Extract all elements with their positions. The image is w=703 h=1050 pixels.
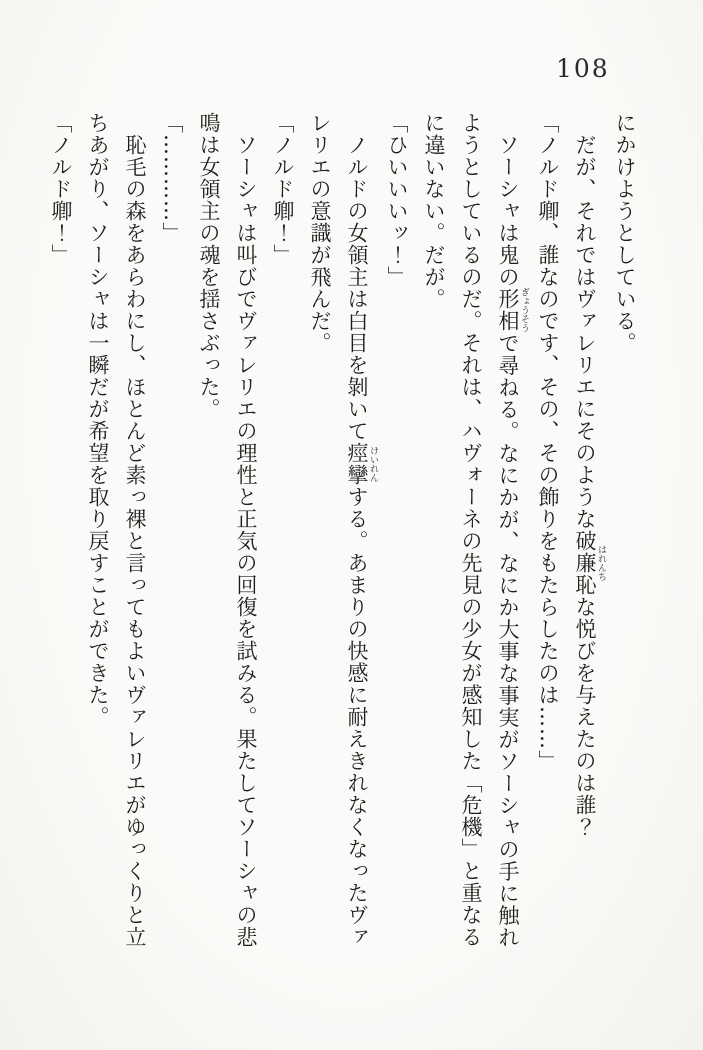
paragraph: 「ノルド卿！」 xyxy=(271,112,295,266)
paragraph: にかけようとしている。 xyxy=(613,112,637,354)
page-number: 108 xyxy=(556,54,610,83)
ruby-annotated-word: 破廉恥 はれんち xyxy=(573,530,606,596)
ruby-annotated-word: 形相 ぎょうそう xyxy=(496,287,529,333)
furigana: はれんち xyxy=(596,530,606,596)
ruby-annotated-word: 痙攣 けいれん xyxy=(345,442,378,486)
paragraph: 恥毛の森をあらわにし、ほとんど素っ裸と言ってもよいヴァレリエがゆっくりと立ちあがり、ソーシャは一瞬だが希望を取り戻すことができた。 xyxy=(86,112,147,948)
paragraph: ソーシャは鬼の形相 ぎょうそうで尋ねる。なにかが、なにか大事な事実がソーシャの手に触れようとしているのだ。それは、ハヴォーネの先見の少女が感知した「危機」と重なるに違いない。だが。 xyxy=(422,112,529,949)
furigana: ぎょうそう xyxy=(519,287,529,333)
paragraph: 「ひいいいッ！」 xyxy=(385,112,409,288)
furigana: けいれん xyxy=(368,442,378,486)
paragraph: 「ノルド卿！」 xyxy=(49,112,73,266)
paragraph: ノルドの女領主は白目を剝いて痙攣 けいれんする。あまりの快感に耐えきれなくなったヴァレリエの意識が飛んだ。 xyxy=(308,112,378,948)
paragraph: だが、それではヴァレリエにそのような破廉恥 はれんちな悦びを与えたのは誰？ xyxy=(573,134,606,838)
paragraph: ソーシャは叫びでヴァレリエの理性と正気の回復を試みる。果たしてソーシャの悲鳴は女領主の魂を揺さぶった。 xyxy=(197,112,258,948)
text-block xyxy=(51,112,643,954)
paragraph: 「…………」 xyxy=(160,112,184,244)
paragraph: 「ノルド卿、誰なのです、その、その飾りをもたらしたのは……」 xyxy=(536,112,560,772)
